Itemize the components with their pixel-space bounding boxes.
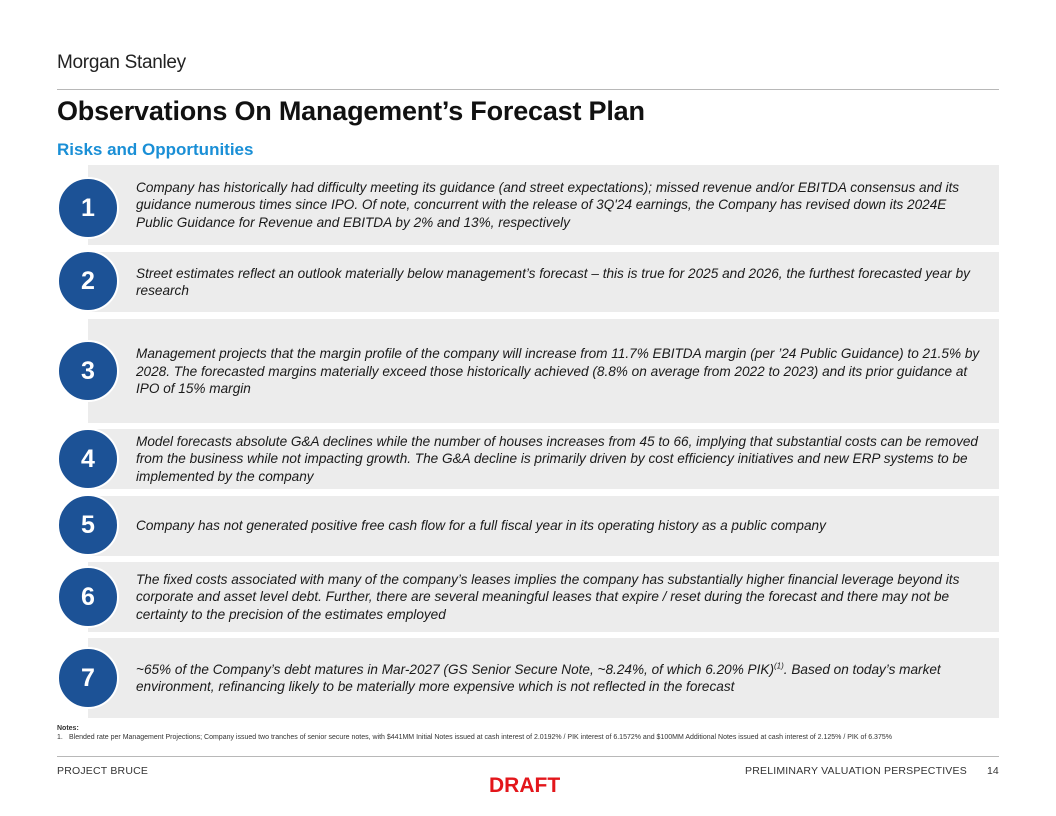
number-badge-2: 2 <box>57 250 119 312</box>
company-logo: Morgan Stanley <box>57 52 186 73</box>
observation-row-6 <box>88 562 999 632</box>
observation-text: The fixed costs associated with many of the company’s leases implies the company has substantially higher financial leverage beyond its corporate and asset level debt. Further, there are several meaningful leases that expire / reset during the forecast and there may not be certainty to the precision of the estimates employed <box>136 571 960 622</box>
project-name: PROJECT BRUCE <box>57 765 149 777</box>
observation-text: Model forecasts absolute G&A declines while the number of houses increases from 45 to 66, implying that substantial costs can be removed from the business while not impacting growth. The G&A decline is primarily driven by cost efficiency initiatives and new ERP systems to be implemented by the company <box>136 433 978 484</box>
observation-text <box>136 638 987 718</box>
footnote-item <box>57 733 987 742</box>
section-subtitle: Risks and Opportunities <box>57 140 254 159</box>
observation-text: Street estimates reflect an outlook materially below management’s forecast – this is true for 2025 and 2026, the furthest forecasted year by research <box>136 265 970 298</box>
observation-text-part: ~65% of the Company’s debt matures in Mar-2027 (GS Senior Secure Note, ~8.24%, of which 6.20% PIK) <box>136 661 774 677</box>
notes-title: Notes: <box>57 725 79 732</box>
observation-row-2 <box>88 252 999 312</box>
observation-row-4 <box>88 429 999 489</box>
number-badge-4: 4 <box>57 428 119 490</box>
number-badge-1: 1 <box>57 177 119 239</box>
footnotes <box>57 724 987 742</box>
observation-row-1 <box>88 165 999 245</box>
number-badge-5: 5 <box>57 494 119 556</box>
document-section-label: PRELIMINARY VALUATION PERSPECTIVES <box>745 765 967 777</box>
page-number: 14 <box>987 765 999 777</box>
header-divider <box>57 89 999 90</box>
number-badge-3: 3 <box>57 340 119 402</box>
footer-divider <box>57 756 999 757</box>
number-badge-6: 6 <box>57 566 119 628</box>
number-badge-7: 7 <box>57 647 119 709</box>
observation-text: Management projects that the margin profile of the company will increase from 11.7% EBITDA margin (per ’24 Public Guidance) to 21.5% by 2028. The forecasted margins materially exceed those historically achieved (8.8% on average from 2022 to 2023) and its prior guidance at IPO of 15% margin <box>136 346 980 396</box>
footnote-number: 1. <box>57 734 63 741</box>
observation-row-5 <box>88 496 999 556</box>
observation-text: Company has historically had difficulty meeting its guidance (and street expectations); missed revenue and/or EBITDA consensus and its guidance numerous times since IPO. Of note, concurrent with the release of 3Q'24 earnings, the Company has revised down its 2024E Public Guidance for Revenue and EBITDA by 2% and 13%, respectively <box>136 179 960 230</box>
observation-text-part: . Based on today’s market environment, refinancing likely to be materially more expensive which is not reflected in the forecast <box>136 661 941 694</box>
footnote-text: Blended rate per Management Projections; Company issued two tranches of senior secure notes, with $441MM Initial Notes issued at cash interest of 2.0192% / PIK interest of 6.1572% and $100MM Additional Notes issued at cash interest of 2.125% / PIK of 6.375% <box>69 734 892 741</box>
observation-row-7 <box>88 638 999 718</box>
draft-stamp: DRAFT <box>489 774 561 797</box>
observation-row-3 <box>88 319 999 423</box>
page-title: Observations On Management’s Forecast Plan <box>57 96 645 126</box>
observation-text: Company has not generated positive free cash flow for a full fiscal year in its operating history as a public company <box>136 518 826 534</box>
footnote-marker: (1) <box>774 660 784 670</box>
